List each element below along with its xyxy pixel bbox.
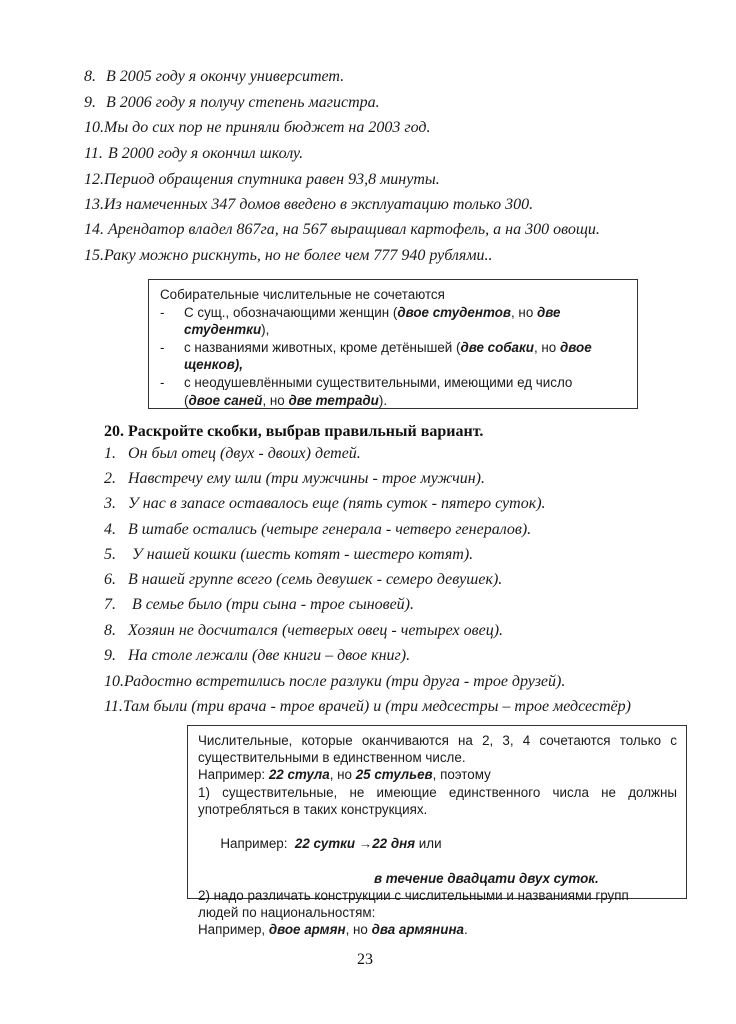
exercise-item <box>104 671 565 693</box>
item-text: Хозяин не досчитался (четверых овец - четырех овец). <box>128 622 504 639</box>
rule-text: существительными в единственном числе. <box>198 750 466 766</box>
sentence-14 <box>84 219 600 241</box>
bullet-dash: - <box>160 374 165 390</box>
sentence-number: 14. <box>84 221 104 238</box>
example-bold: два армянина <box>371 922 464 938</box>
item-number: 1. <box>104 445 116 462</box>
page-number: 23 <box>357 951 373 968</box>
example-bold: 25 стульев <box>355 767 433 783</box>
sentence-number: 12. <box>84 171 104 188</box>
example-line <box>198 921 677 938</box>
rule-text: ). <box>378 392 388 408</box>
example-bold: две тетради <box>288 392 379 408</box>
sentence-number: 11. <box>84 145 103 162</box>
rule-text: Числительные, которые оканчиваются на 2, 3, 4 сочетаются только с <box>198 733 677 748</box>
exercise-item <box>104 696 631 718</box>
rule-text: Например: <box>220 836 295 852</box>
sentence-text: В 2006 году я получу степень магистра. <box>106 94 380 111</box>
sentence-11 <box>84 143 303 165</box>
rule-item-2-cont <box>160 356 627 374</box>
rule-text: Например, <box>198 922 269 938</box>
rule-item-3 <box>160 374 627 392</box>
item-number: 7. <box>104 596 116 613</box>
item-number: 2. <box>104 470 116 487</box>
exercise-item <box>104 519 531 541</box>
rule-text: . <box>463 922 468 938</box>
rule-text: 2) надо различать конструкции с числительными и названиями групп <box>198 887 629 903</box>
exercise-item <box>104 493 546 515</box>
rule-text: , но <box>510 304 537 320</box>
example-line <box>198 766 677 783</box>
rule-text: , но <box>345 922 372 938</box>
rule-text: , поэтому <box>432 767 491 783</box>
item-text: Навстречу ему шли (три мужчины - трое мужчин). <box>128 470 485 487</box>
item-number: 6. <box>104 571 116 588</box>
rule-box-numerals-234 <box>187 725 687 938</box>
rule-text: с неодушевлёнными существительными, имеющими ед число <box>184 374 573 390</box>
exercise-item <box>104 468 485 490</box>
example-bold: щенков), <box>184 357 243 373</box>
example-line <box>198 818 677 870</box>
example-bold: две <box>537 304 561 320</box>
sentence-text: Из намеченных 347 домов введено в эксплуатацию только 300. <box>104 196 534 213</box>
example-bold: 22 стула <box>268 767 330 783</box>
example-line <box>198 870 677 887</box>
example-bold: две собаки <box>460 339 534 355</box>
sentence-text: Арендатор владел 867га, на 567 выращивал картофель, а на 300 овощи. <box>108 221 600 238</box>
sentence-12 <box>84 169 440 191</box>
item-text: В семье было (три сына - трое сыновей). <box>128 596 415 613</box>
rule-text: , но <box>533 339 560 355</box>
rule-text: Например: <box>198 767 269 783</box>
sentence-text: Период обращения спутника равен 93,8 минуты. <box>104 171 440 188</box>
rule-text: или <box>415 836 442 852</box>
item-number: 9. <box>104 647 116 664</box>
sentence-text: В 2000 году я окончил школу. <box>108 145 304 162</box>
item-text: Там были (три врача - трое врачей) и (три медсестры – трое медсестёр) <box>122 698 631 715</box>
rule-text: 1) существительные, не имеющие единственного числа не должны <box>198 784 677 800</box>
sentence-number: 13. <box>84 196 104 213</box>
rule-text: , но <box>329 767 356 783</box>
item-text: В нашей группе всего (семь девушек - семеро девушек). <box>128 571 503 588</box>
sentence-13 <box>84 194 533 216</box>
sentence-text: Мы до сих пор не приняли бюджет на 2003 год. <box>104 119 431 136</box>
example-bold: двое саней <box>188 392 263 408</box>
rule-text: , но <box>262 392 289 408</box>
rule-box-collective-numerals <box>148 279 638 409</box>
exercise-item <box>104 645 410 667</box>
rule-text: ( <box>184 392 189 408</box>
item-number: 4. <box>104 521 116 538</box>
sentence-8 <box>84 66 344 88</box>
sentence-9 <box>84 92 380 114</box>
rule-item-2 <box>160 339 627 357</box>
example-bold: двое армян <box>268 922 346 938</box>
example-bold: 22 сутки →22 дня <box>294 836 416 852</box>
item-number: 3. <box>104 495 116 512</box>
rule-text: с названиями животных, кроме детёнышей ( <box>184 339 461 355</box>
sentence-10 <box>84 117 430 139</box>
rule-text: употребляться в таких конструкциях. <box>198 801 428 817</box>
sentence-15 <box>84 245 493 267</box>
example-bold: студентки <box>184 322 262 338</box>
rule-text: людей по национальностям: <box>198 905 376 921</box>
rule-item-1 <box>160 304 627 322</box>
sentence-number: 10. <box>84 119 104 136</box>
rule-text: С сущ., обозначающими женщин ( <box>184 304 398 320</box>
bullet-dash: - <box>160 304 165 320</box>
exercise-item <box>104 620 503 642</box>
sentence-number: 9. <box>84 94 96 111</box>
item-text: На столе лежали (две книги – двое книг). <box>128 647 411 664</box>
sentence-text: Раку можно рискнуть, но не более чем 777 940 рублями.. <box>104 247 493 264</box>
item-text: Радостно встретились после разлуки (три друга - трое друзей). <box>124 673 566 690</box>
exercise-heading: 20. Раскройте скобки, выбрав правильный вариант. <box>104 423 484 440</box>
item-number: 10. <box>104 673 124 690</box>
sentence-number: 8. <box>84 68 96 85</box>
sentence-number: 15. <box>84 247 104 264</box>
exercise-item <box>104 443 361 465</box>
rule-title: Собирательные числительные не сочетаются <box>160 287 445 302</box>
exercise-item <box>104 569 502 591</box>
sentence-text: В 2005 году я окончу университет. <box>106 68 345 85</box>
item-number: 11. <box>104 698 123 715</box>
exercise-item <box>104 594 414 616</box>
example-bold: двое <box>559 339 592 355</box>
item-text: Он был отец (двух - двоих) детей. <box>128 445 361 462</box>
rule-text: ), <box>261 322 270 338</box>
example-bold: двое студентов <box>397 304 511 320</box>
item-text: У нашей кошки (шесть котят - шестеро котят). <box>128 546 474 563</box>
item-text: У нас в запасе оставалось еще (пять суток - пятеро суток). <box>128 495 546 512</box>
item-text: В штабе остались (четыре генерала - четверо генералов). <box>128 521 532 538</box>
bullet-dash: - <box>160 339 165 355</box>
item-number: 5. <box>104 546 116 563</box>
rule-item-1-cont <box>160 321 627 339</box>
example-bold: в течение двадцати двух суток. <box>374 870 599 886</box>
exercise-item <box>104 544 473 566</box>
item-number: 8. <box>104 622 116 639</box>
rule-item-3-cont <box>160 392 627 410</box>
